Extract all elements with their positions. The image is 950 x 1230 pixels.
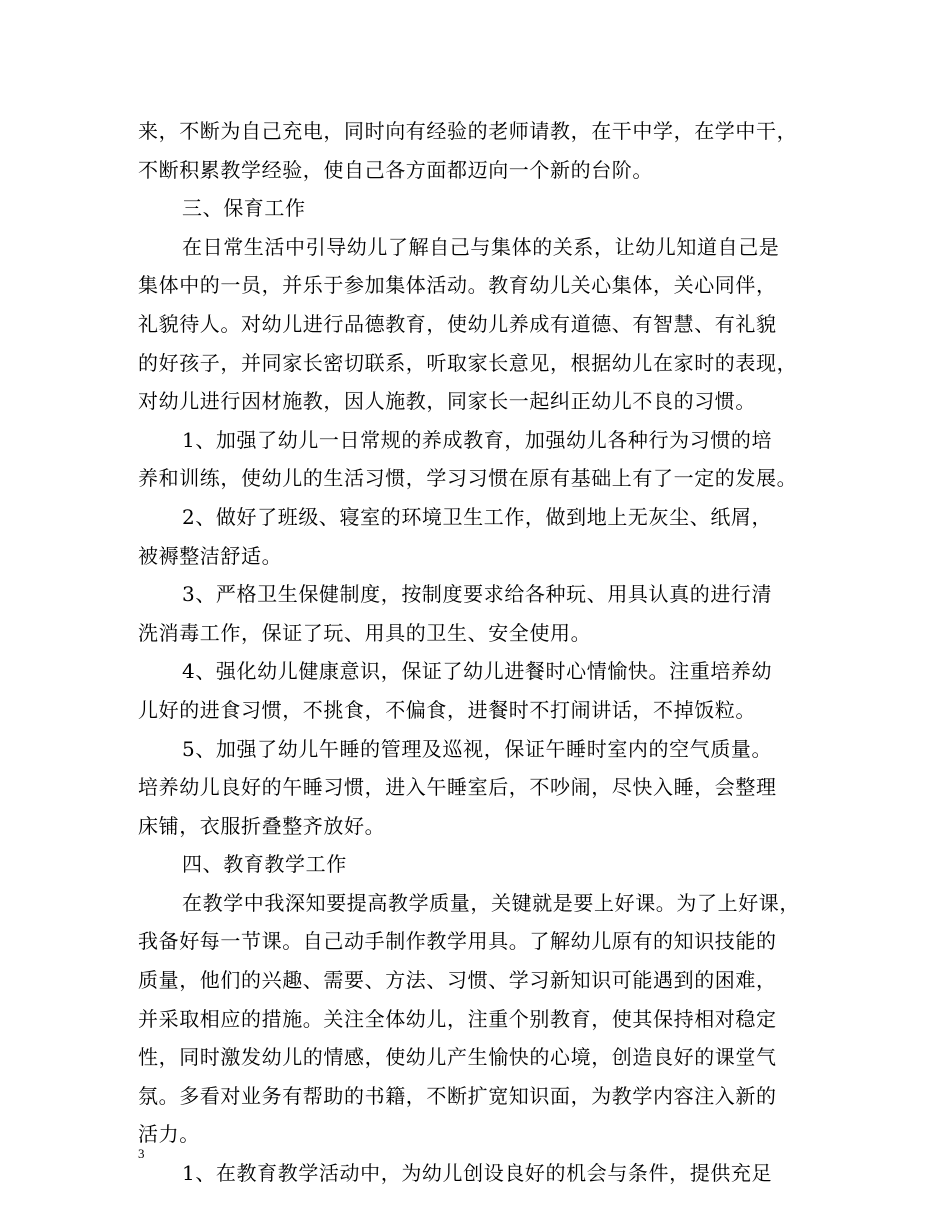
text-line: 性，同时激发幼儿的情感，使幼儿产生愉快的心境，创造良好的课堂气: [138, 1045, 777, 1070]
text-line: 质量，他们的兴趣、需要、方法、习惯、学习新知识可能遇到的困难，: [138, 968, 777, 993]
text-line: 四、教育教学工作: [182, 852, 347, 877]
text-line: 培养幼儿良好的午睡习惯，进入午睡室后，不吵闹，尽快入睡，会整理: [138, 775, 777, 800]
text-line: 1、在教育教学活动中，为幼儿创设良好的机会与条件，提供充足: [182, 1161, 773, 1186]
text-line: 活力。: [138, 1122, 200, 1147]
text-line: 被褥整洁舒适。: [138, 543, 283, 568]
text-line: 4、强化幼儿健康意识，保证了幼儿进餐时心情愉快。注重培养幼: [182, 659, 773, 684]
text-line: 对幼儿进行因材施教，因人施教，同家长一起纠正幼儿不良的习惯。: [138, 389, 756, 414]
text-line: 3、严格卫生保健制度，按制度要求给各种玩、用具认真的进行清: [182, 582, 773, 607]
text-line: 在教学中我深知要提高教学质量，关键就是要上好课。为了上好课，: [182, 890, 800, 915]
text-line: 洗消毒工作，保证了玩、用具的卫生、安全使用。: [138, 620, 592, 645]
text-line: 来，不断为自己充电，同时向有经验的老师请教，在干中学，在学中干，: [138, 119, 798, 143]
page-number: 3: [138, 1146, 145, 1161]
text-line: 我备好每一节课。自己动手制作教学用具。了解幼儿原有的知识技能的: [138, 929, 777, 954]
text-line: 氛。多看对业务有帮助的书籍，不断扩宽知识面，为教学内容注入新的: [138, 1083, 777, 1108]
text-line: 集体中的一员，并乐于参加集体活动。教育幼儿关心集体，关心同伴，: [138, 273, 777, 298]
text-line: 礼貌待人。对幼儿进行品德教育，使幼儿养成有道德、有智慧、有礼貌: [138, 311, 777, 336]
text-line: 在日常生活中引导幼儿了解自己与集体的关系，让幼儿知道自己是: [182, 234, 780, 259]
text-line: 2、做好了班级、寝室的环境卫生工作，做到地上无灰尘、纸屑，: [182, 504, 773, 529]
text-line: 儿好的进食习惯，不挑食，不偏食，进餐时不打闹讲话，不掉饭粒。: [138, 697, 756, 722]
text-line: 养和训练，使幼儿的生活习惯，学习习惯在原有基础上有了一定的发展。: [138, 466, 798, 491]
text-line: 并采取相应的措施。关注全体幼儿，注重个别教育，使其保持相对稳定: [138, 1006, 777, 1031]
text-line: 三、保育工作: [182, 196, 306, 221]
text-line: 不断积累教学经验，使自己各方面都迈向一个新的台阶。: [138, 157, 653, 182]
text-line: 床铺，衣服折叠整齐放好。: [138, 813, 386, 838]
document-body: [138, 112, 828, 1193]
text-line: 5、加强了幼儿午睡的管理及巡视，保证午睡时室内的空气质量。: [182, 736, 773, 761]
text-line: 的好孩子，并同家长密切联系，听取家长意见，根据幼儿在家时的表现，: [138, 350, 798, 375]
text-line: 1、加强了幼儿一日常规的养成教育，加强幼儿各种行为习惯的培: [182, 427, 773, 452]
